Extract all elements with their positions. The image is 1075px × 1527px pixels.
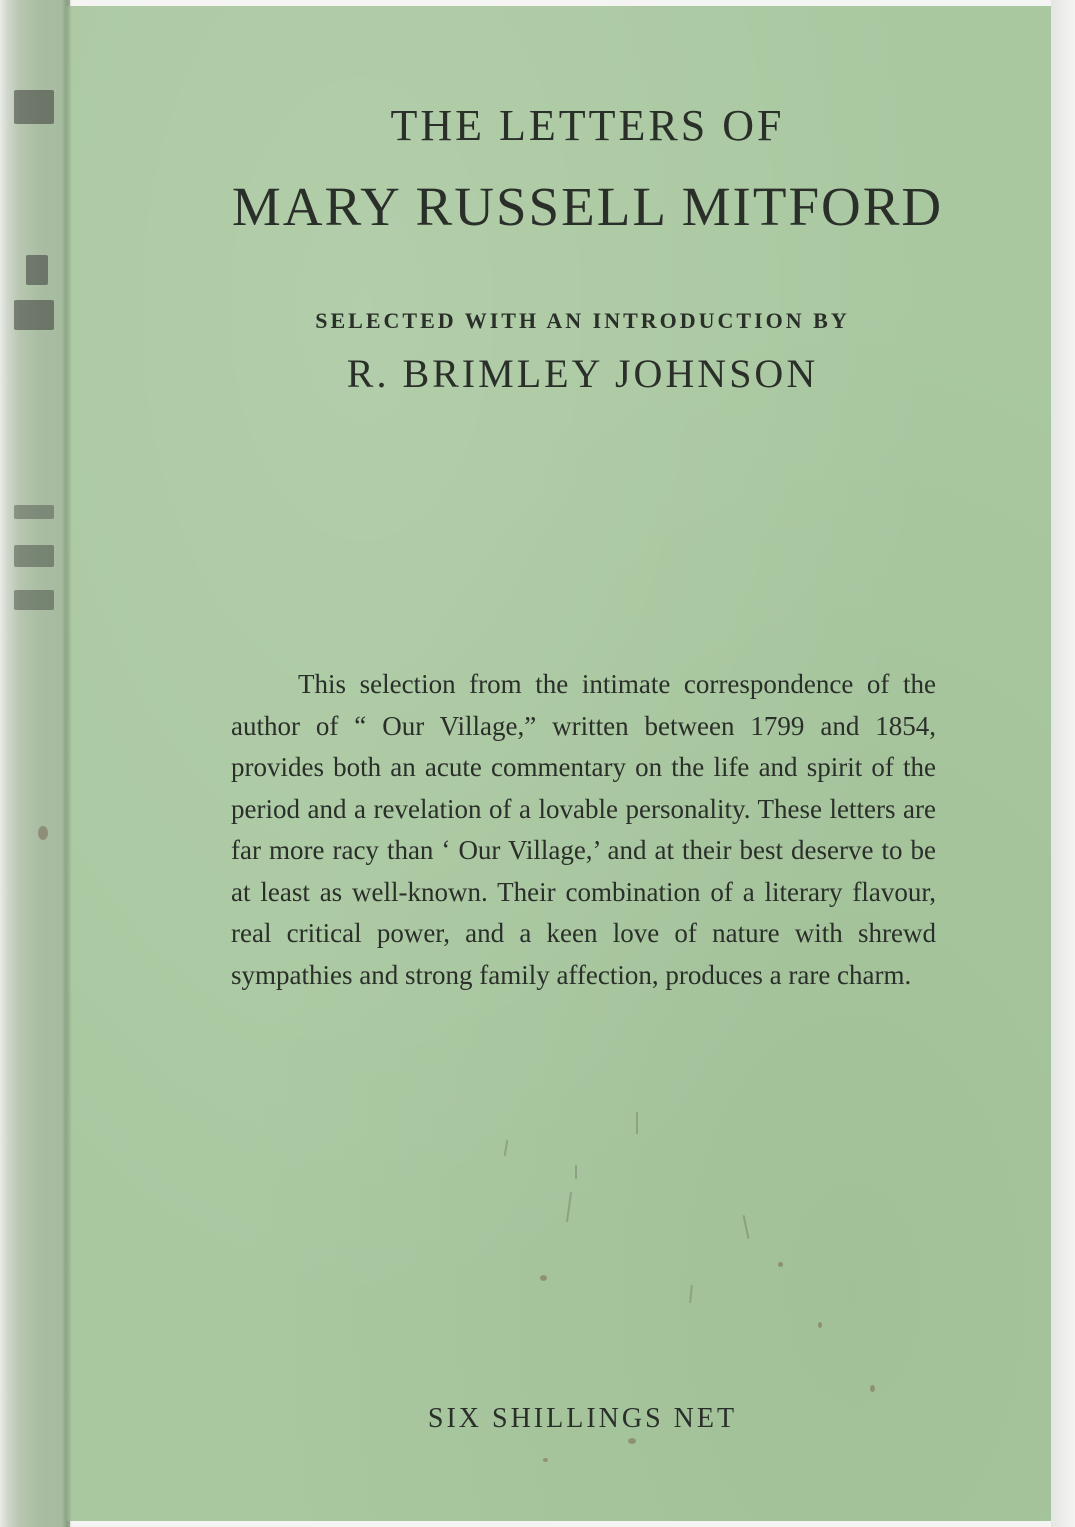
spine-lettering-fragment <box>14 505 54 519</box>
title-line-1: THE LETTERS OF <box>390 101 785 150</box>
selected-by-line: SELECTED WITH AN INTRODUCTION BY <box>315 308 850 333</box>
foxing-speck <box>778 1262 783 1267</box>
editor-name: R. BRIMLEY JOHNSON <box>346 351 819 396</box>
foxing-speck <box>540 1275 547 1281</box>
spine-lettering-fragment <box>14 590 54 610</box>
price-line: SIX SHILLINGS NET <box>427 1403 738 1434</box>
title-line-2: MARY RUSSELL MITFORD <box>231 176 944 237</box>
surface-scratch <box>575 1165 577 1179</box>
foxing-speck <box>870 1385 875 1392</box>
blurb-text: This selection from the intimate correspondence of the author of “ Our Village,” written between 1799 and 1854, provides both an acute commentary on the life and spirit of the period and a revelation of a lovable personality. These letters are far more racy than ‘ Our Village,’ and at their best deserve to be at least as well-known. Their combination of a literary flavour, real critical power, and a keen love of nature with shrewd sympathies and strong family affection, produces a rare charm. <box>231 669 936 990</box>
spine-lettering-fragment <box>14 545 54 567</box>
foxing-speck <box>38 826 48 840</box>
foxing-speck <box>818 1322 822 1328</box>
spine-lettering-fragment <box>26 255 48 285</box>
surface-scratch <box>636 1112 638 1134</box>
foxing-speck <box>628 1438 636 1444</box>
blurb-paragraph <box>231 664 936 996</box>
foxing-speck <box>543 1458 548 1462</box>
